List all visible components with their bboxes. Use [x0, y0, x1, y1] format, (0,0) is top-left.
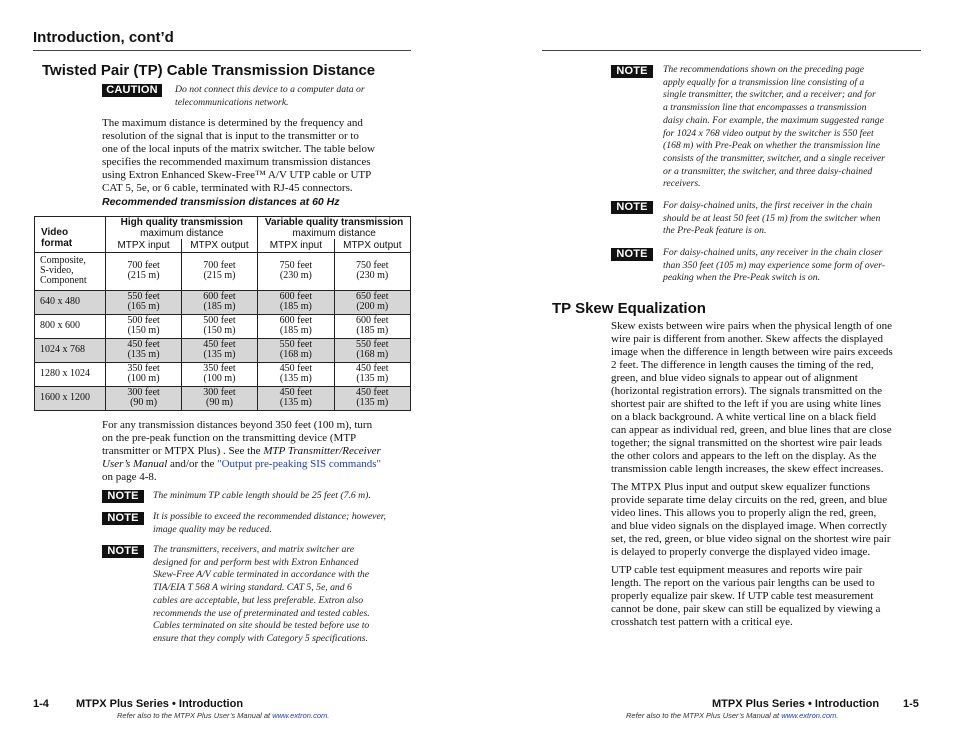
note-line: It is possible to exceed the recommended distance; however, — [153, 511, 386, 522]
note-line: designed for and perform best with Extron Enhanced — [153, 556, 359, 568]
para-line: shortest pair are shifted to the left if you are using white lines — [611, 398, 882, 410]
high-quality-header — [106, 217, 258, 240]
para-line: 2 feet. The difference in length causes the timing of the red, — [611, 359, 874, 371]
note-text — [153, 511, 386, 536]
value-feet: 350 feet — [203, 363, 236, 374]
format-cell: 800 x 600 — [35, 314, 106, 338]
left-page-header: Introduction, cont’d — [33, 29, 174, 46]
value-feet: 700 feet — [127, 260, 160, 271]
footer-refer-text: Refer also to the MTPX Plus User’s Manual at — [626, 711, 782, 720]
note-line: ensure that they comply with Category 5 specifications. — [153, 632, 368, 644]
value-feet: 350 feet — [127, 363, 160, 374]
variable-quality-header — [258, 217, 411, 240]
note-line: image quality may be reduced. — [153, 523, 272, 535]
note-line: the Pre-Peak feature is on. — [663, 225, 767, 237]
sub-header: MTPX input — [258, 239, 334, 252]
format-text: Component — [40, 275, 87, 286]
format-text: Composite, — [40, 255, 86, 266]
value-meters: (215 m) — [127, 270, 160, 281]
manual-reference: User’s Manual — [102, 458, 168, 470]
value-feet: 750 feet — [279, 260, 313, 271]
intro-line: specifies the recommended maximum transmission distances — [102, 156, 371, 168]
left-header-rule — [33, 50, 411, 51]
caution-line: Do not connect this device to a computer data or — [175, 84, 365, 95]
header-text: High quality transmission — [120, 217, 243, 228]
intro-paragraph — [102, 117, 375, 195]
para-line: cannot be done, pair skew can still be equalized by viewing a — [611, 603, 881, 615]
format-text: S-video, — [40, 265, 74, 276]
value-cell — [181, 290, 257, 314]
right-section-title: TP Skew Equalization — [552, 300, 706, 317]
intro-line: one of the local inputs of the matrix switcher. The table below — [102, 143, 375, 155]
value-feet: 450 feet — [127, 339, 160, 350]
para-line: (horizontal registration errors). The signals transmitted on the — [611, 385, 883, 397]
para-line: The MTPX Plus input and output skew equalizer functions — [611, 481, 871, 493]
header-text: Video — [41, 226, 69, 238]
footer-refer-text: Refer also to the MTPX Plus User’s Manual at — [117, 711, 273, 720]
note-text — [663, 64, 885, 191]
note-line: (168 m) with Pre-Peak on whether the transmission line — [663, 140, 881, 152]
value-cell — [181, 314, 257, 338]
right-footer-title: MTPX Plus Series • Introduction — [712, 698, 880, 710]
note-line: recommends the use of preterminated and tested cables. — [153, 607, 370, 619]
note-text — [663, 200, 880, 238]
value-cell — [258, 338, 334, 362]
para-line: the other colors and appears to the left on the display. As the — [611, 450, 877, 462]
value-feet: 700 feet — [203, 260, 236, 271]
table-caption: Recommended transmission distances at 60 Hz — [102, 196, 340, 208]
table-row — [35, 386, 411, 410]
value-feet: 550 feet — [127, 291, 160, 302]
distance-table — [34, 216, 411, 411]
value-meters: (185 m) — [356, 325, 389, 336]
intro-line: CAT 5, 5e, or 6 cable, terminated with RJ-45 connectors. — [102, 182, 353, 194]
note-line: a transmission line that encompasses a transmission — [663, 102, 867, 114]
note-line: apply equally for a transmission line consisting of a — [663, 76, 865, 88]
value-cell — [106, 338, 181, 362]
table-row — [35, 338, 411, 362]
sub-header: MTPX output — [181, 239, 257, 252]
right-header-rule — [542, 50, 921, 51]
para-line: provide separate time delay circuits on the red, green, and blue — [611, 494, 888, 506]
value-meters: (135 m) — [279, 373, 312, 384]
value-meters: (100 m) — [127, 373, 160, 384]
value-feet: 650 feet — [356, 291, 389, 302]
note-line: The transmitters, receivers, and matrix switcher are — [153, 544, 355, 555]
note-badge: NOTE — [611, 65, 653, 78]
para-line: on a black background. A white vertical line on a black field — [611, 411, 877, 423]
format-cell: 1600 x 1200 — [35, 386, 106, 410]
format-cell: 1280 x 1024 — [35, 362, 106, 386]
value-feet: 450 feet — [279, 387, 313, 398]
note-line: Cables terminated on site should be tested before use to — [153, 620, 370, 632]
value-feet: 450 feet — [356, 363, 389, 374]
value-cell — [334, 386, 410, 410]
para-text: and/or the — [167, 458, 218, 470]
note-badge: NOTE — [102, 545, 144, 558]
note-badge: NOTE — [102, 512, 144, 525]
skew-paragraph-1 — [611, 320, 893, 476]
value-feet: 450 feet — [356, 387, 389, 398]
format-cell — [35, 252, 106, 290]
para-line: green, and blue video signals to appear out of alignment — [611, 372, 858, 384]
note-badge: NOTE — [611, 201, 653, 214]
note-badge: NOTE — [102, 490, 144, 503]
extron-link[interactable]: www.extron.com. — [781, 711, 839, 720]
intro-line: resolution of the signal that is input to the transmitter or to — [102, 130, 359, 142]
sis-commands-link[interactable]: "Output pre-peaking SIS commands" — [217, 458, 381, 470]
value-meters: (90 m) — [130, 397, 158, 408]
value-meters: (185 m) — [279, 301, 312, 312]
para-line: on the pre-peak function on the transmitting device (MTP — [102, 432, 357, 444]
sub-header: MTPX output — [334, 239, 410, 252]
value-feet: 550 feet — [356, 339, 389, 350]
header-text: Variable quality transmission — [264, 217, 404, 228]
value-meters: (230 m) — [279, 270, 312, 281]
value-cell — [334, 252, 410, 290]
value-feet: 600 feet — [279, 315, 313, 326]
para-line: can appear as individual red, green, and blue lines that are close — [611, 424, 892, 436]
para-line: Skew exists between wire pairs when the physical length of one — [611, 320, 893, 332]
value-cell — [106, 362, 181, 386]
value-meters: (135 m) — [356, 373, 389, 384]
value-cell — [181, 338, 257, 362]
note-line: or a transmitter, the switcher, and three daisy-chained — [663, 165, 873, 177]
para-line: set, the red, green, or blue video signal on the shortest wire pair — [611, 533, 891, 545]
para-line: wire pair is different from another. Skew affects the displayed — [611, 333, 884, 345]
para-line: is delayed to properly converge the displayed video image. — [611, 546, 871, 558]
para-line: image when the difference in length between wire pairs exceeds — [611, 346, 893, 358]
note-line: for 1024 x 768 video output by the switcher is 550 feet — [663, 127, 874, 139]
value-meters: (135 m) — [203, 349, 236, 360]
note-text — [663, 247, 885, 285]
para-line: UTP cable test equipment measures and reports wire pair — [611, 564, 863, 576]
para-line: transmission cable length increases, the skew effect increases. — [611, 463, 884, 475]
left-page-number: 1-4 — [33, 698, 49, 710]
caution-badge: CAUTION — [102, 84, 162, 97]
value-cell — [258, 386, 334, 410]
value-feet: 600 feet — [203, 291, 236, 302]
format-cell: 1024 x 768 — [35, 338, 106, 362]
para-line: crosshatch test pattern with a critical eye. — [611, 616, 793, 628]
value-cell — [258, 362, 334, 386]
right-page-number: 1-5 — [903, 698, 919, 710]
para-text: transmitter or MTPX Plus) . See the — [102, 445, 264, 457]
value-cell — [106, 290, 181, 314]
skew-paragraph-2 — [611, 481, 891, 559]
note-line: For daisy-chained units, the first receiver in the chain — [663, 200, 873, 211]
value-feet: 300 feet — [127, 387, 160, 398]
para-line: For any transmission distances beyond 350 feet (100 m), turn — [102, 419, 373, 431]
value-meters: (100 m) — [203, 373, 236, 384]
extron-link[interactable]: www.extron.com. — [272, 711, 330, 720]
note-line: peaking when the Pre-Peak switch is on. — [663, 272, 821, 284]
value-cell — [106, 386, 181, 410]
header-text: maximum distance — [292, 228, 376, 239]
value-cell — [334, 314, 410, 338]
value-cell — [258, 252, 334, 290]
header-text: format — [41, 237, 73, 249]
para-line: together; the signal transmitted on the shortest wire pair leads — [611, 437, 882, 449]
note-badge: NOTE — [611, 248, 653, 261]
value-feet: 600 feet — [279, 291, 313, 302]
sub-header: MTPX input — [106, 239, 181, 252]
header-text: maximum distance — [140, 228, 224, 239]
note-line: consists of the transmitter, switcher, and a single receiver — [663, 152, 885, 164]
note-text — [153, 490, 371, 503]
intro-line: using Extron Enhanced Skew-Free™ A/V UTP cable or UTP — [102, 169, 372, 181]
value-meters: (135 m) — [279, 397, 312, 408]
value-meters: (230 m) — [356, 270, 389, 281]
video-format-header — [35, 217, 106, 253]
value-meters: (150 m) — [203, 325, 236, 336]
intro-line: The maximum distance is determined by the frequency and — [102, 117, 363, 129]
note-line: daisy chain. For example, the maximum suggested range — [663, 114, 884, 126]
value-meters: (215 m) — [203, 270, 236, 281]
format-cell: 640 x 480 — [35, 290, 106, 314]
value-meters: (150 m) — [127, 325, 160, 336]
note-line: The recommendations shown on the preceding page — [663, 64, 865, 75]
note-line: should be at least 50 feet (15 m) from the switcher when — [663, 212, 881, 224]
table-row — [35, 314, 411, 338]
note-line: The minimum TP cable length should be 25 feet (7.6 m). — [153, 490, 371, 501]
value-meters: (200 m) — [356, 301, 389, 312]
value-meters: (168 m) — [279, 349, 312, 360]
value-cell — [334, 338, 410, 362]
value-meters: (165 m) — [127, 301, 160, 312]
value-meters: (185 m) — [203, 301, 236, 312]
manual-reference: MTP Transmitter/Receiver — [263, 445, 381, 457]
note-line: than 350 feet (105 m) may experience some form of over- — [663, 259, 886, 271]
value-feet: 500 feet — [203, 315, 236, 326]
caution-text — [175, 84, 365, 109]
after-table-paragraph — [102, 419, 381, 484]
note-line: cables are acceptable, but less preferable. Extron also — [153, 594, 364, 606]
para-line: properly equalize pair skew. If UTP cable test measurement — [611, 590, 874, 602]
para-line: length. The report on the various pair lengths can be used to — [611, 577, 875, 589]
value-meters: (135 m) — [356, 397, 389, 408]
note-line: receivers. — [663, 178, 701, 190]
note-text — [153, 544, 370, 646]
para-line: video lines. This allows you to properly align the red, green, — [611, 507, 877, 519]
left-footer-refer — [117, 711, 329, 720]
right-footer-refer — [626, 711, 838, 720]
note-line: For daisy-chained units, any receiver in the chain closer — [663, 247, 883, 258]
left-footer-title: MTPX Plus Series • Introduction — [76, 698, 244, 710]
value-cell — [334, 362, 410, 386]
value-feet: 300 feet — [203, 387, 236, 398]
value-feet: 750 feet — [356, 260, 389, 271]
value-feet: 450 feet — [203, 339, 236, 350]
value-feet: 550 feet — [279, 339, 313, 350]
note-line: single transmitter, the switcher, and a receiver; and for — [663, 89, 876, 101]
value-cell — [106, 314, 181, 338]
value-cell — [181, 362, 257, 386]
value-cell — [334, 290, 410, 314]
para-line: and blue video signals on the displayed image. When correctly — [611, 520, 887, 532]
value-cell — [181, 386, 257, 410]
table-row — [35, 362, 411, 386]
skew-paragraph-3 — [611, 564, 880, 629]
value-cell — [181, 252, 257, 290]
value-meters: (168 m) — [356, 349, 389, 360]
note-line: Skew-Free A/V cable terminated in accordance with the — [153, 569, 370, 581]
left-section-title: Twisted Pair (TP) Cable Transmission Distance — [42, 62, 376, 79]
value-feet: 450 feet — [279, 363, 313, 374]
table-row — [35, 290, 411, 314]
para-line — [102, 445, 381, 458]
value-feet: 500 feet — [127, 315, 160, 326]
value-meters: (185 m) — [279, 325, 312, 336]
para-line — [102, 458, 381, 471]
table-row — [35, 252, 411, 290]
value-meters: (135 m) — [127, 349, 160, 360]
value-cell — [258, 290, 334, 314]
value-feet: 600 feet — [356, 315, 389, 326]
caution-line: telecommunications network. — [175, 96, 289, 108]
note-line: TIA/EIA T 568 A wiring standard. CAT 5, 5e, and 6 — [153, 582, 352, 594]
value-cell — [106, 252, 181, 290]
value-meters: (90 m) — [205, 397, 233, 408]
value-cell — [258, 314, 334, 338]
para-line: on page 4-8. — [102, 471, 157, 483]
